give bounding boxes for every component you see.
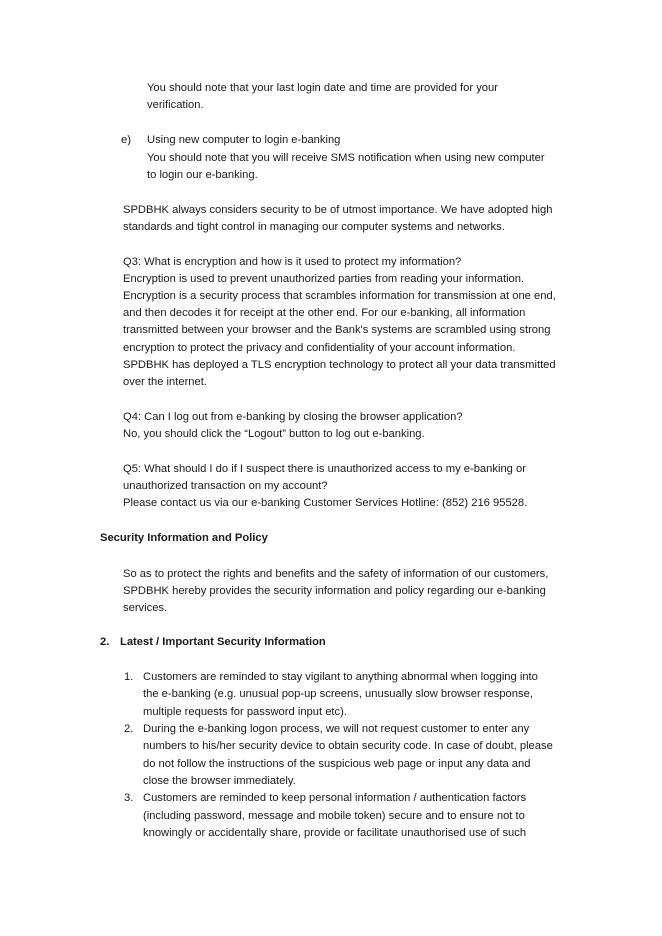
section-heading-policy: Security Information and Policy xyxy=(100,532,268,544)
item-e-text: to login our e-banking. xyxy=(147,169,258,181)
list-item-text: During the e-banking logon process, we will not request customer to enter any xyxy=(143,723,530,735)
list-item-text: do not follow the instructions of the suspicious web page or input any data and xyxy=(143,758,531,770)
list-item-text: Customers are reminded to keep personal information / authentication factors xyxy=(143,792,527,804)
list-item-text: Customers are reminded to stay vigilant to anything abnormal when logging into xyxy=(143,671,538,683)
security-statement: SPDBHK always considers security to be of utmost importance. We have adopted high xyxy=(123,204,553,216)
faq-question-q3: Q3: What is encryption and how is it used to protect my information? xyxy=(123,256,462,268)
faq-question-q5: Q5: What should I do if I suspect there is unauthorized access to my e-banking or xyxy=(123,463,526,475)
faq-answer-q3: transmitted between your browser and the Bank's systems are scrambled using strong xyxy=(123,324,551,336)
faq-answer-q3: and then decodes it for receipt at the other end. For our e-banking, all information xyxy=(123,307,526,319)
list-item-text: multiple requests for password input etc). xyxy=(143,706,347,718)
item-d-text: You should note that your last login date and time are provided for your xyxy=(147,82,498,94)
faq-question-q5: unauthorized transaction on my account? xyxy=(123,480,328,492)
list-item-text: numbers to his/her security device to obtain security code. In case of doubt, please xyxy=(143,740,553,752)
faq-answer-q3: over the internet. xyxy=(123,376,207,388)
list-marker: 1. xyxy=(124,671,134,683)
faq-answer-q3: Encryption is a security process that scrambles information for transmission at one end, xyxy=(123,290,556,302)
faq-answer-q3: Encryption is used to prevent unauthorized parties from reading your information. xyxy=(123,273,525,285)
faq-answer-q3: SPDBHK has deployed a TLS encryption technology to protect all your data transmitted xyxy=(123,359,556,371)
section-heading-latest: Latest / Important Security Information xyxy=(120,636,326,648)
security-statement: standards and tight control in managing our computer systems and networks. xyxy=(123,221,505,233)
list-marker-e: e) xyxy=(121,134,131,146)
list-item-text: (including password, message and mobile token) secure and to ensure not to xyxy=(143,810,525,822)
item-e-title: Using new computer to login e-banking xyxy=(147,134,341,146)
faq-answer-q5: Please contact us via our e-banking Customer Services Hotline: (852) 216 95528. xyxy=(123,497,528,509)
section-number: 2. xyxy=(100,636,110,648)
faq-answer-q4: No, you should click the “Logout” button to log out e-banking. xyxy=(123,428,425,440)
list-marker: 3. xyxy=(124,792,134,804)
item-d-text: verification. xyxy=(147,99,204,111)
item-e-text: You should note that you will receive SMS notification when using new computer xyxy=(147,152,545,164)
list-item-text: the e-banking (e.g. unusual pop-up screens, unusually slow browser response, xyxy=(143,688,533,700)
policy-intro: services. xyxy=(123,602,168,614)
list-item-text: close the browser immediately. xyxy=(143,775,296,787)
list-item-text: knowingly or accidentally share, provide or facilitate unauthorised use of such xyxy=(143,827,527,839)
faq-answer-q3: encryption to protect the privacy and confidentiality of your account information. xyxy=(123,342,516,354)
faq-question-q4: Q4: Can I log out from e-banking by closing the browser application? xyxy=(123,411,463,423)
list-marker: 2. xyxy=(124,723,134,735)
policy-intro: SPDBHK hereby provides the security information and policy regarding our e-banking xyxy=(123,585,546,597)
policy-intro: So as to protect the rights and benefits and the safety of information of our customers, xyxy=(123,568,549,580)
